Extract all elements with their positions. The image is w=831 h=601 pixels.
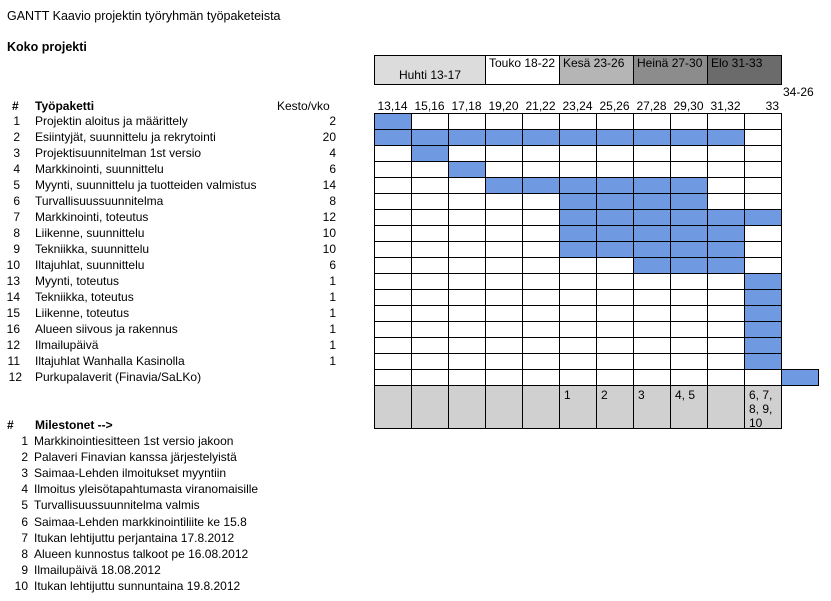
- milestone-marker: 6, 7, 8, 9, 10: [749, 388, 773, 430]
- gantt-cell: [559, 289, 597, 306]
- week-label: 17,18: [451, 99, 482, 113]
- task-number: 11: [7, 354, 20, 368]
- task-number: 13: [6, 274, 20, 288]
- task-name: Liikenne, toteutus: [35, 306, 130, 320]
- gantt-bar-cell: [374, 113, 412, 130]
- gantt-cell: [411, 273, 449, 290]
- task-duration: 10: [322, 226, 336, 240]
- gantt-cell: [448, 321, 486, 338]
- milestone-cell: [633, 385, 671, 429]
- gantt-cell: [559, 305, 597, 322]
- week-label: 29,30: [673, 99, 704, 113]
- gantt-cell: [374, 353, 412, 370]
- gantt-bar-cell: [670, 129, 708, 146]
- gantt-cell: [596, 321, 634, 338]
- gantt-cell: [374, 209, 412, 226]
- milestone-text: Ilmoitus yleisötapahtumasta viranomaisille: [34, 482, 259, 497]
- task-number: 9: [13, 242, 20, 256]
- task-name: Iltajuhlat, suunnittelu: [35, 258, 145, 272]
- gantt-cell: [744, 113, 782, 130]
- gantt-cell: [411, 337, 449, 354]
- task-number: 14: [6, 290, 20, 304]
- task-duration: 12: [322, 210, 336, 224]
- milestone-marker: 4, 5: [675, 388, 696, 402]
- gantt-bar-cell: [707, 257, 745, 274]
- gantt-cell: [707, 161, 745, 178]
- gantt-cell: [596, 161, 634, 178]
- gantt-cell: [411, 193, 449, 210]
- gantt-cell: [596, 337, 634, 354]
- gantt-cell: [670, 321, 708, 338]
- gantt-cell: [448, 209, 486, 226]
- milestone-text: Palaveri Finavian kanssa järjestelyistä: [34, 450, 237, 465]
- milestone-cell: [707, 385, 745, 429]
- milestone-text: Ilmailupäivä 18.08.2012: [34, 562, 161, 577]
- gantt-cell: [559, 353, 597, 370]
- gantt-cell: [448, 305, 486, 322]
- gantt-bar-cell: [411, 145, 449, 162]
- gantt-cell: [411, 289, 449, 306]
- task-number: 12: [8, 370, 22, 384]
- week-label: 33: [765, 99, 779, 113]
- gantt-cell: [485, 369, 523, 386]
- gantt-cell: [707, 145, 745, 162]
- gantt-cell: [522, 257, 560, 274]
- gantt-bar-cell: [633, 129, 671, 146]
- gantt-cell: [707, 321, 745, 338]
- gantt-cell: [411, 257, 449, 274]
- gantt-cell: [522, 353, 560, 370]
- gantt-cell: [707, 353, 745, 370]
- gantt-cell: [485, 353, 523, 370]
- gantt-bar-cell: [670, 225, 708, 242]
- task-duration: 8: [329, 194, 336, 208]
- gantt-bar-cell: [374, 129, 412, 146]
- gantt-cell: [596, 353, 634, 370]
- gantt-cell: [670, 337, 708, 354]
- gantt-bar-cell: [633, 257, 671, 274]
- milestone-marker: 1: [564, 388, 571, 402]
- task-number: 1: [13, 114, 20, 128]
- week-label: 19,20: [488, 99, 519, 113]
- gantt-cell: [744, 161, 782, 178]
- gantt-cell: [707, 289, 745, 306]
- gantt-bar-cell: [670, 209, 708, 226]
- gantt-cell: [374, 369, 412, 386]
- gantt-bar-cell: [744, 273, 782, 290]
- gantt-cell: [374, 289, 412, 306]
- gantt-bar-cell: [744, 353, 782, 370]
- gantt-cell: [596, 113, 634, 130]
- task-name-header: Työpaketti: [35, 99, 95, 113]
- gantt-cell: [448, 225, 486, 242]
- task-duration: 1: [329, 354, 336, 368]
- gantt-cell: [633, 305, 671, 322]
- gantt-cell: [633, 369, 671, 386]
- task-number: 5: [13, 178, 20, 192]
- gantt-cell: [411, 241, 449, 258]
- gantt-cell: [670, 145, 708, 162]
- task-name: Ilmailupäivä: [35, 338, 99, 352]
- gantt-cell: [374, 337, 412, 354]
- gantt-cell: [374, 241, 412, 258]
- gantt-cell: [633, 321, 671, 338]
- gantt-cell: [707, 193, 745, 210]
- gantt-bar-cell: [670, 193, 708, 210]
- gantt-cell: [522, 225, 560, 242]
- gantt-bar-cell: [485, 129, 523, 146]
- gantt-cell: [448, 289, 486, 306]
- gantt-cell: [411, 369, 449, 386]
- task-number: 3: [13, 146, 20, 160]
- task-number: 12: [6, 338, 20, 352]
- task-duration: 14: [322, 178, 336, 192]
- gantt-cell: [596, 273, 634, 290]
- gantt-bar-cell: [559, 193, 597, 210]
- gantt-bar-cell: [596, 193, 634, 210]
- gantt-cell: [448, 145, 486, 162]
- milestone-text: Saimaa-Lehden ilmoitukset myyntiin: [34, 466, 227, 481]
- gantt-cell: [411, 225, 449, 242]
- gantt-cell: [522, 369, 560, 386]
- milestones-header: Milestonet -->: [35, 418, 113, 432]
- task-number: 16: [6, 322, 20, 336]
- milestone-text: Saimaa-Lehden markkinointiliite ke 15.8: [34, 514, 247, 529]
- task-name: Markkinointi, toteutus: [35, 210, 149, 224]
- gantt-cell: [374, 193, 412, 210]
- gantt-cell: [522, 305, 560, 322]
- gantt-cell: [707, 305, 745, 322]
- gantt-cell: [448, 193, 486, 210]
- gantt-cell: [522, 273, 560, 290]
- milestone-number: 3: [21, 466, 28, 481]
- task-name: Myynti, suunnittelu ja tuotteiden valmistus: [35, 178, 257, 192]
- gantt-cell: [485, 257, 523, 274]
- gantt-cell: [670, 289, 708, 306]
- task-number: 6: [13, 194, 20, 208]
- gantt-cell: [596, 257, 634, 274]
- gantt-cell: [559, 337, 597, 354]
- task-duration: 10: [322, 242, 336, 256]
- gantt-cell: [374, 321, 412, 338]
- gantt-bar-cell: [522, 129, 560, 146]
- task-duration: 1: [329, 290, 336, 304]
- milestone-marker: 3: [638, 388, 645, 402]
- gantt-cell: [522, 161, 560, 178]
- task-name: Projektisuunnitelman 1st versio: [35, 146, 202, 160]
- gantt-bar-cell: [670, 257, 708, 274]
- task-duration: 20: [322, 130, 336, 144]
- gantt-cell: [559, 145, 597, 162]
- task-name: Esiintyjät, suunnittelu ja rekrytointi: [35, 130, 216, 144]
- gantt-bar-cell: [633, 241, 671, 258]
- month-header: Heinä 27-30: [633, 55, 708, 85]
- task-number: 7: [13, 210, 20, 224]
- milestone-text: Turvallisuussuunnitelma valmis: [34, 498, 200, 513]
- gantt-cell: [707, 273, 745, 290]
- milestone-cell: [670, 385, 708, 429]
- gantt-cell: [448, 273, 486, 290]
- gantt-cell: [744, 145, 782, 162]
- gantt-cell: [522, 289, 560, 306]
- gantt-cell: [411, 209, 449, 226]
- task-duration: 1: [329, 306, 336, 320]
- gantt-cell: [485, 305, 523, 322]
- gantt-cell: [596, 369, 634, 386]
- task-name: Markkinointi, suunnittelu: [35, 162, 164, 176]
- gantt-cell: [411, 161, 449, 178]
- gantt-cell: [744, 193, 782, 210]
- task-name: Tekniikka, suunnittelu: [35, 242, 150, 256]
- week-label: 23,24: [562, 99, 593, 113]
- gantt-bar-cell: [522, 177, 560, 194]
- gantt-cell: [485, 113, 523, 130]
- milestone-cell: [559, 385, 597, 429]
- gantt-cell: [559, 161, 597, 178]
- milestone-number: 6: [21, 514, 28, 529]
- gantt-bar-cell: [744, 321, 782, 338]
- gantt-bar-cell: [596, 241, 634, 258]
- gantt-cell: [559, 321, 597, 338]
- milestone-number: 4: [21, 482, 28, 497]
- gantt-cell: [707, 177, 745, 194]
- gantt-cell: [374, 225, 412, 242]
- gantt-bar-cell: [707, 209, 745, 226]
- gantt-cell: [411, 177, 449, 194]
- gantt-cell: [374, 161, 412, 178]
- gantt-cell: [411, 113, 449, 130]
- milestone-cell: [596, 385, 634, 429]
- milestone-number: 9: [21, 562, 28, 577]
- task-duration: 1: [329, 274, 336, 288]
- gantt-bar-cell: [411, 129, 449, 146]
- gantt-cell: [374, 257, 412, 274]
- gantt-bar-cell: [707, 129, 745, 146]
- gantt-cell: [744, 177, 782, 194]
- gantt-bar-cell: [559, 241, 597, 258]
- task-name: Liikenne, suunnittelu: [35, 226, 145, 240]
- milestone-text: Markkinointiesitteen 1st versio jakoon: [34, 434, 234, 448]
- milestone-cell: [374, 385, 412, 429]
- gantt-bar-cell: [596, 177, 634, 194]
- gantt-cell: [374, 305, 412, 322]
- gantt-bar-cell: [596, 129, 634, 146]
- task-name: Projektin aloitus ja määrittely: [35, 114, 188, 128]
- task-name: Tekniikka, toteutus: [35, 290, 134, 304]
- milestone-number: 1: [21, 434, 28, 448]
- gantt-cell: [448, 177, 486, 194]
- gantt-cell: [485, 241, 523, 258]
- gantt-bar-cell: [781, 369, 819, 386]
- milestone-number: 5: [21, 498, 28, 513]
- gantt-bar-cell: [707, 225, 745, 242]
- task-number: 4: [13, 162, 20, 176]
- month-header: Elo 31-33: [707, 55, 782, 85]
- task-number: 8: [13, 226, 20, 240]
- gantt-cell: [411, 353, 449, 370]
- week-label: 34-26: [783, 85, 814, 99]
- gantt-bar-cell: [559, 129, 597, 146]
- task-number: 2: [13, 130, 20, 144]
- gantt-bar-cell: [448, 129, 486, 146]
- gantt-bar-cell: [633, 193, 671, 210]
- gantt-bar-cell: [670, 177, 708, 194]
- task-name: Alueen siivous ja rakennus: [35, 322, 178, 336]
- task-duration: 1: [329, 322, 336, 336]
- month-header: Touko 18-22: [485, 55, 560, 85]
- gantt-bar-cell: [670, 241, 708, 258]
- gantt-cell: [670, 353, 708, 370]
- gantt-bar-cell: [559, 209, 597, 226]
- gantt-cell: [485, 225, 523, 242]
- task-name: Turvallisuussuunnitelma: [35, 194, 164, 208]
- task-duration: 6: [329, 162, 336, 176]
- gantt-cell: [522, 113, 560, 130]
- gantt-cell: [522, 193, 560, 210]
- gantt-cell: [522, 337, 560, 354]
- gantt-cell: [670, 161, 708, 178]
- gantt-cell: [522, 241, 560, 258]
- gantt-cell: [522, 145, 560, 162]
- gantt-cell: [374, 145, 412, 162]
- task-name: Iltajuhlat Wanhalla Kasinolla: [35, 354, 185, 368]
- week-label: 31,32: [710, 99, 741, 113]
- gantt-cell: [485, 161, 523, 178]
- milestone-number: 7: [21, 530, 28, 545]
- gantt-bar-cell: [633, 225, 671, 242]
- milestone-cell: [744, 385, 782, 429]
- week-label: 15,16: [414, 99, 445, 113]
- gantt-cell: [485, 193, 523, 210]
- milestone-number: 2: [21, 450, 28, 465]
- milestone-cell: [448, 385, 486, 429]
- gantt-cell: [744, 257, 782, 274]
- gantt-cell: [633, 273, 671, 290]
- gantt-cell: [448, 113, 486, 130]
- gantt-cell: [633, 289, 671, 306]
- section-title: Koko projekti: [7, 40, 87, 54]
- milestone-cell: [411, 385, 449, 429]
- gantt-bar-cell: [744, 289, 782, 306]
- gantt-cell: [448, 241, 486, 258]
- task-name: Myynti, toteutus: [35, 274, 120, 288]
- gantt-cell: [448, 257, 486, 274]
- week-label: 27,28: [636, 99, 667, 113]
- gantt-cell: [744, 369, 782, 386]
- month-header: Huhti 13-17: [374, 55, 486, 85]
- task-number-header: #: [12, 99, 19, 113]
- week-label: 25,26: [599, 99, 630, 113]
- task-duration: 6: [329, 258, 336, 272]
- gantt-cell: [559, 257, 597, 274]
- milestone-text: Itukan lehtijuttu perjantaina 17.8.2012: [34, 530, 235, 545]
- gantt-bar-cell: [744, 337, 782, 354]
- gantt-bar-cell: [744, 209, 782, 226]
- gantt-bar-cell: [707, 241, 745, 258]
- task-duration: 1: [329, 338, 336, 352]
- gantt-cell: [633, 145, 671, 162]
- gantt-cell: [596, 145, 634, 162]
- gantt-cell: [448, 353, 486, 370]
- gantt-bar-cell: [559, 225, 597, 242]
- gantt-cell: [411, 321, 449, 338]
- week-label: 21,22: [525, 99, 556, 113]
- milestone-number: 8: [21, 546, 28, 561]
- milestone-cell: [485, 385, 523, 429]
- task-name: Purkupalaverit (Finavia/SaLKo): [35, 370, 202, 384]
- gantt-cell: [485, 209, 523, 226]
- milestone-marker: 2: [601, 388, 608, 402]
- gantt-cell: [633, 113, 671, 130]
- document-title: GANTT Kaavio projektin työryhmän työpaketeista: [7, 9, 281, 23]
- gantt-bar-cell: [448, 161, 486, 178]
- gantt-cell: [559, 369, 597, 386]
- gantt-cell: [448, 337, 486, 354]
- gantt-cell: [596, 289, 634, 306]
- month-header: Kesä 23-26: [559, 55, 634, 85]
- gantt-cell: [707, 113, 745, 130]
- gantt-cell: [485, 273, 523, 290]
- milestone-cell: [522, 385, 560, 429]
- gantt-bar-cell: [596, 225, 634, 242]
- milestone-text: Alueen kunnostus talkoot pe 16.08.2012: [34, 546, 249, 561]
- gantt-cell: [670, 369, 708, 386]
- gantt-cell: [744, 129, 782, 146]
- gantt-cell: [485, 321, 523, 338]
- duration-header: Kesto/vko: [277, 99, 330, 113]
- gantt-cell: [670, 113, 708, 130]
- task-number: 10: [6, 258, 20, 272]
- gantt-cell: [485, 145, 523, 162]
- gantt-cell: [707, 369, 745, 386]
- gantt-cell: [485, 337, 523, 354]
- gantt-bar-cell: [596, 209, 634, 226]
- gantt-cell: [374, 177, 412, 194]
- gantt-cell: [485, 289, 523, 306]
- gantt-bar-cell: [633, 209, 671, 226]
- gantt-bar-cell: [744, 305, 782, 322]
- gantt-cell: [670, 273, 708, 290]
- milestone-text: Itukan lehtijuttu sunnuntaina 19.8.2012: [34, 578, 241, 593]
- gantt-cell: [744, 241, 782, 258]
- gantt-cell: [411, 305, 449, 322]
- gantt-cell: [522, 209, 560, 226]
- gantt-cell: [596, 305, 634, 322]
- milestones-number-header: #: [7, 418, 14, 432]
- gantt-cell: [448, 369, 486, 386]
- gantt-cell: [633, 337, 671, 354]
- gantt-bar-cell: [633, 177, 671, 194]
- gantt-bar-cell: [485, 177, 523, 194]
- gantt-cell: [374, 273, 412, 290]
- gantt-cell: [522, 321, 560, 338]
- gantt-cell: [633, 161, 671, 178]
- gantt-bar-cell: [559, 177, 597, 194]
- gantt-cell: [670, 305, 708, 322]
- gantt-cell: [633, 353, 671, 370]
- task-duration: 2: [329, 114, 336, 128]
- task-number: 15: [6, 306, 20, 320]
- gantt-cell: [707, 337, 745, 354]
- gantt-cell: [559, 113, 597, 130]
- milestone-number: 10: [14, 578, 28, 593]
- gantt-cell: [559, 273, 597, 290]
- week-label: 13,14: [377, 99, 408, 113]
- task-duration: 4: [329, 146, 336, 160]
- gantt-cell: [744, 225, 782, 242]
